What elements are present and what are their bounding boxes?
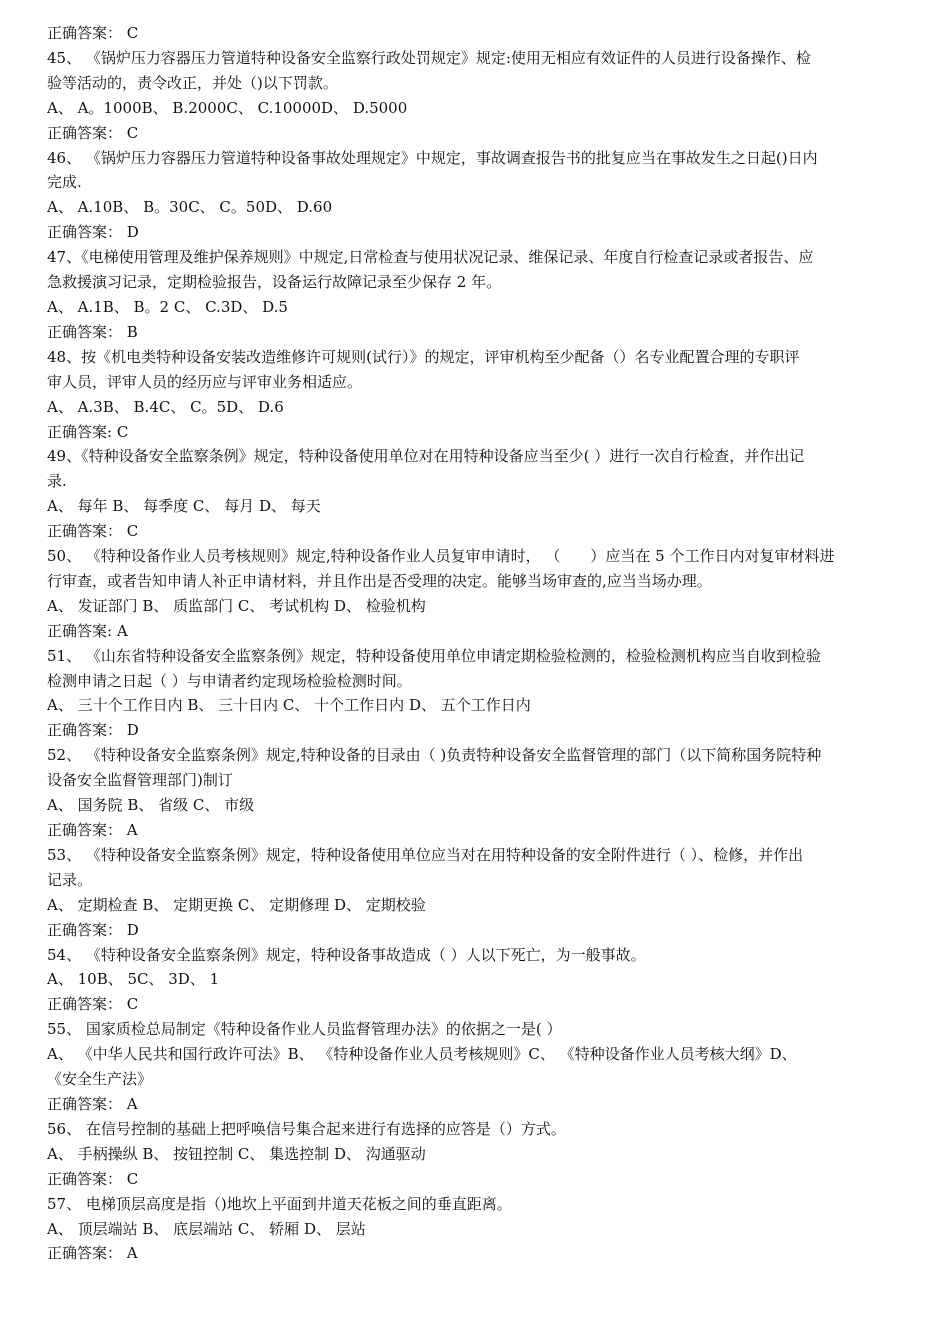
question-text: 46、 《锅炉压力容器压力管道特种设备事故处理规定》中规定，事故调查报告书的批复应当在事故发生之日起()日内 — [47, 148, 818, 167]
question-list — [47, 21, 904, 1266]
question-text: 行审查，或者告知申请人补正申请材料，并且作出是否受理的决定。能够当场审查的,应当当场办理。 — [47, 571, 712, 590]
answer-line: 正确答案： C — [47, 123, 139, 142]
options-line: A、 10B、 5C、 3D、 1 — [47, 970, 220, 989]
options-line: A、 《中华人民共和国行政许可法》B、 《特种设备作业人员考核规则》C、 《特种设备作业人员考核大纲》D、 — [47, 1045, 797, 1064]
question-text: 45、 《锅炉压力容器压力管道特种设备安全监察行政处罚规定》规定:使用无相应有效证件的人员进行设备操作、检 — [47, 48, 811, 67]
answer-line: 正确答案： C — [47, 522, 139, 541]
answer-line: 正确答案: A — [47, 621, 128, 640]
options-line: A、 手柄操纵 B、 按钮控制 C、 集选控制 D、 沟通驱动 — [47, 1144, 426, 1163]
options-line: A、 国务院 B、 省级 C、 市级 — [47, 796, 255, 815]
question-text: 52、 《特种设备安全监察条例》规定,特种设备的目录由（ )负责特种设备安全监督管理的部门（以下简称国务院特种 — [47, 746, 822, 765]
answer-line: 正确答案： C — [47, 995, 139, 1014]
question-text: 验等活动的，责令改正，并处（)以下罚款。 — [47, 73, 338, 92]
question-text: 47、《电梯使用管理及维护保养规则》中规定,日常检查与使用状况记录、维保记录、年度自行检查记录或者报告、应 — [47, 248, 814, 267]
question-text: 《安全生产法》 — [47, 1070, 153, 1089]
options-line: A、 每年 B、 每季度 C、 每月 D、 每天 — [47, 497, 321, 516]
question-text: 50、 《特种设备作业人员考核规则》规定,特种设备作业人员复审申请时， （ ）应当在 5 个工作日内对复审材料进 — [47, 547, 835, 566]
answer-line: 正确答案： C — [47, 1169, 139, 1188]
question-text: 53、 《特种设备安全监察条例》规定，特种设备使用单位应当对在用特种设备的安全附件进行（ ）、检修，并作出 — [47, 845, 804, 864]
question-text: 检测申请之日起（ ）与申请者约定现场检验检测时间。 — [47, 671, 412, 690]
question-text: 57、 电梯顶层高度是指（)地坎上平面到井道天花板之间的垂直距离。 — [47, 1194, 512, 1213]
answer-line: 正确答案： B — [47, 322, 138, 341]
options-line: A、 定期检查 B、 定期更换 C、 定期修理 D、 定期校验 — [47, 895, 426, 914]
question-text: 54、 《特种设备安全监察条例》规定，特种设备事故造成（ ）人以下死亡，为一般事故。 — [47, 945, 646, 964]
answer-line: 正确答案： D — [47, 920, 139, 939]
answer-line: 正确答案： D — [47, 223, 139, 242]
question-text: 急救援演习记录，定期检验报告，设备运行故障记录至少保存 2 年。 — [47, 273, 502, 292]
options-line: A、 顶层端站 B、 底层端站 C、 轿厢 D、 层站 — [47, 1219, 366, 1238]
answer-line: 正确答案： A — [47, 821, 138, 839]
options-line: A、 三十个工作日内 B、 三十日内 C、 十个工作日内 D、 五个工作日内 — [47, 696, 531, 715]
question-text: 录. — [47, 472, 67, 491]
options-line: A、 A.1B、 B。2 C、 C.3D、 D.5 — [47, 297, 288, 316]
options-line: A、 发证部门 B、 质监部门 C、 考试机构 D、 检验机构 — [47, 596, 426, 615]
question-text: 设备安全监督管理部门)制订 — [47, 771, 233, 790]
question-text: 49、《特种设备安全监察条例》规定，特种设备使用单位对在用特种设备应当至少( ）进行一次自行检查，并作出记 — [47, 447, 805, 466]
answer-line: 正确答案： A — [47, 1094, 138, 1113]
question-text: 完成. — [47, 173, 82, 192]
question-text: 审人员，评审人员的经历应与评审业务相适应。 — [47, 372, 363, 391]
answer-line: 正确答案: C — [47, 422, 129, 441]
options-line: A、 A。1000B、 B.2000C、 C.10000D、 D.5000 — [47, 98, 408, 117]
question-text: 56、 在信号控制的基础上把呼唤信号集合起来进行有选择的应答是（）方式。 — [47, 1119, 566, 1138]
answer-line: 正确答案： D — [47, 721, 139, 740]
options-line: A、 A.3B、 B.4C、 C。5D、 D.6 — [47, 397, 284, 416]
question-text: 记录。 — [47, 870, 93, 889]
question-text: 48、按《机电类特种设备安装改造维修许可规则(试行）》的规定，评审机构至少配备（）名专业配置合理的专职评 — [47, 347, 800, 366]
question-text: 51、 《山东省特种设备安全监察条例》规定，特种设备使用单位申请定期检验检测的，检验检测机构应当自收到检验 — [47, 646, 821, 665]
question-text: 55、 国家质检总局制定《特种设备作业人员监督管理办法》的依据之一是( ） — [47, 1020, 562, 1039]
answer-line: 正确答案： C — [47, 24, 139, 42]
answer-line: 正确答案： A — [47, 1244, 138, 1263]
options-line: A、 A.10B、 B。30C、 C。50D、 D.60 — [47, 198, 333, 217]
